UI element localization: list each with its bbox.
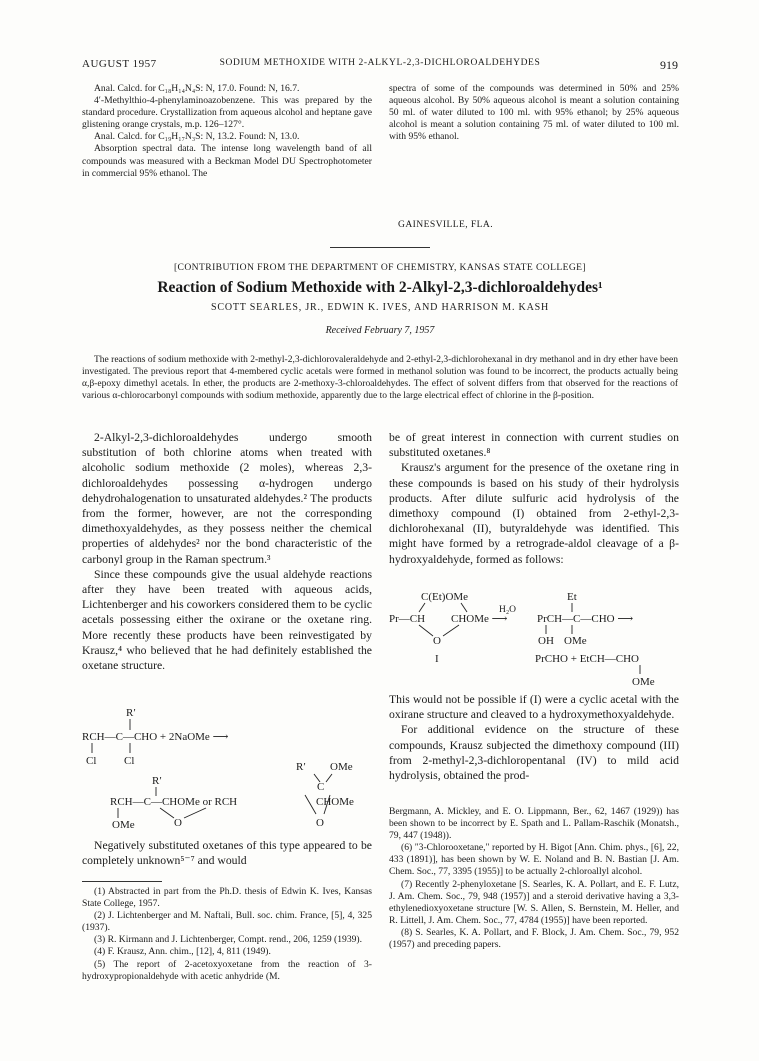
scheme-label: OMe [632,676,655,688]
article-title: Reaction of Sodium Methoxide with 2-Alkyl-2,3-dichloroaldehydes¹ [157,279,603,296]
header-date: AUGUST 1957 [82,58,157,70]
prev-para: Anal. Calcd. for C₁₈H₁₄N₄S: N, 17.0. Found: N, 16.7. [94,83,300,94]
right-column [389,430,679,567]
scheme-label: OMe [330,761,353,773]
received-date: Received February 7, 1957 [325,325,435,336]
scheme-label: RCH—C—CHOMe or RCH [110,796,238,808]
body-paragraph: This would not be possible if (I) were a cyclic acetal with the oxirane structure and cleaved to a hydroxymethoxyaldehyde. [389,693,679,722]
body-paragraph: Negatively substituted oxetanes of this type appeared to be completely unknown⁵⁻⁷ and would [82,839,372,868]
section-divider [330,247,430,248]
bond-line [326,774,332,782]
bond-line [419,625,433,636]
prev-para: spectra of some of the compounds was determined in 50% and 25% aqueous alcohol. By 50% aqueous alcohol is meant a solution containing 50 ml. of water diluted to 100 ml. with 95% ethanol; by 25% aqueous alcohol is meant a solution containing 75 ml. of water diluted to 100 ml. with 95% ethanol. [389,83,679,143]
scheme-label: C(Et)OMe [421,591,469,603]
right-column-cont [389,692,679,783]
footnote: (3) R. Kirmann and J. Lichtenberger, Compt. rend., 206, 1259 (1939). [94,934,363,946]
scheme-label: OMe [564,635,587,647]
author-list: SCOTT SEARLES, JR., EDWIN K. IVES, AND HARRISON M. KASH [210,302,549,313]
scheme-label: Cl [86,755,97,767]
location: GAINESVILLE, FLA. [398,219,493,230]
scheme-label: CHOMe ⟶ [451,613,508,625]
footnote: (6) "3-Chlorooxetane," reported by H. Bigot [Ann. Chim. phys., [6], 22, 433 (1891)], has been shown by W. E. Noland and B. N. Bastian [J. Am. Chem. Soc., 77, 3395 (1955)] to be actually 2-chloroallyl alcohol. [389,842,679,878]
scheme-label: OH [538,635,554,647]
footnote-spacer [389,804,469,805]
prev-article-left [82,83,372,180]
header-title: SODIUM METHOXIDE WITH 2-ALKYL-2,3-DICHLOROALDEHYDES [219,58,541,68]
footnote: (8) S. Searles, K. A. Pollart, and F. Block, J. Am. Chem. Soc., 79, 952 (1957) and preceding papers. [389,926,679,951]
scheme-label: O [433,635,441,647]
body-paragraph: 2-Alkyl-2,3-dichloroaldehydes undergo smooth substitution of both chlorine atoms when treated with alcoholic sodium methoxide (2 moles), whereas 2,3-dichloroaldehydes possessing α-hydrogen undergo dehydrohalogenation to unsaturated aldehydes.² The products from the former, however, are not the corresponding dimethoxyaldehydes, as they possess neither the chemical properties of aldehydes² nor the bond characteristic of the carbonyl group in the Raman spectrum.³ [82,431,372,566]
body-paragraph: Since these compounds give the usual aldehyde reactions after they have been treated with aqueous acids, Lichtenberger and his coworkers considered them to be cyclic acetals possessing either the oxirane or the oxetane ring. More recently these products have been reinvestigated by Krausz,⁴ who believed that he had definitely established the oxetane structure. [82,567,372,673]
body-paragraph: Krausz's argument for the presence of the oxetane ring in these compounds is based on his study of their hydrolysis products. After dilute sulfuric acid hydrolysis of the dimethoxy compound (I) obtained from 2-ethyl-2,3-dichlorohexanal (II), butyraldehyde was identified. This might have formed by a retrograde-aldol cleavage of a β-hydroxyaldehyde, formed as follows: [389,461,679,566]
left-footnotes [82,886,372,983]
bond-line [443,625,459,636]
right-footnotes [389,806,679,951]
scheme-label: Cl [124,755,135,767]
scheme-label: O [316,817,324,829]
left-column-cont [82,838,372,868]
scheme-letter: C [317,781,325,793]
reaction-scheme-2 [389,588,679,688]
scheme-label: H₂O [499,605,517,615]
footnote: Bergmann, A. Mickley, and E. O. Lippmann, Ber., 62, 1467 (1929)) has been shown to be incorrect by E. Spath and L. Pallam-Raschik (Monatsh., 79, 447 (1948)). [389,806,679,842]
abstract: The reactions of sodium methoxide with 2-methyl-2,3-dichlorovaleraldehyde and 2-ethyl-2,3-dichlorohexanal in dry methanol and in dry ether have been investigated. The previous report that 4-membered cyclic acetals were formed in methanol solution was found to be incorrect, the products actually being α,β-epoxy dimethyl acetals. In ether, the products are 2-methoxy-3-chloroaldehydes. The effect of solvent differs from that observed for the reactions of various α-chlorocarbonyl compounds with sodium methoxide, apparently due to the large electrical effect of chlorine in the β-position. [82,355,678,401]
scheme-label: CHOMe [316,796,354,808]
contribution-line: [CONTRIBUTION FROM THE DEPARTMENT OF CHEMISTRY, KANSAS STATE COLLEGE] [173,262,587,273]
bond-line [305,795,316,814]
bond-line [160,808,174,818]
scheme-label: Et [567,591,577,603]
scheme-label: R′ [152,775,162,787]
footnote: (5) The report of 2-acetoxyoxetane from the reaction of 3-hydroxypropionaldehyde with acetic anhydride (M. [82,958,372,982]
scheme-label: PrCHO + EtCH—CHO [535,653,639,665]
footnote-rule [82,881,162,882]
footnote: (1) Abstracted in part from the Ph.D. thesis of Edwin K. Ives, Kansas State College, 1957. [82,886,372,910]
body-paragraph: be of great interest in connection with current studies on substituted oxetanes.⁸ [389,431,679,460]
scheme-label: OMe [112,819,135,831]
bond-line [461,603,467,612]
scheme-label: R′ [126,707,136,719]
prev-para: 4′-Methylthio-4-phenylaminoazobenzene. This was prepared by the standard procedure. Crystallization from aqueous alcohol and heptane gave glistening orange crystals, m.p. 126–127°. [82,95,372,131]
scheme-label: RCH—C—CHO + 2NaOMe ⟶ [82,731,229,743]
bond-line [419,603,425,612]
scheme-label: R′ [296,761,306,773]
bond-line [184,808,206,818]
left-column [82,430,372,673]
footnote: (2) J. Lichtenberger and M. Naftali, Bull. soc. chim. France, [5], 4, 325 (1937). [82,910,372,934]
scheme-label: O [174,817,182,829]
page-number: 919 [660,58,678,72]
prev-para: Anal. Calcd. for C₁₉H₁₇N₃S: N, 13.2. Found: N, 13.0. [94,131,300,143]
footnote: (4) F. Krausz, Ann. chim., [12], 4, 811 (1949). [94,946,271,958]
prev-para: Absorption spectral data. The intense long wavelength band of all compounds was measured with a Beckman Model DU Spectrophotometer in commercial 95% ethanol. The [82,143,372,179]
reaction-scheme-1 [82,704,372,834]
body-paragraph: For additional evidence on the structure of these compounds, Krausz subjected the dimethoxy compound (III) from 2-methyl-2,3-dichloropentanal (IV) to mild acid hydrolysis, obtained the prod- [389,723,679,783]
prev-article-right [389,83,679,143]
scheme-label: Pr—CH [389,613,426,625]
compound-label: I [435,653,439,665]
scheme-label: PrCH—C—CHO ⟶ [537,613,634,625]
footnote: (7) Recently 2-phenyloxetane [S. Searles, K. A. Pollart, and E. F. Lutz, J. Am. Chem. Soc., 79, 948 (1957)] and a steroid derivative having a 3,3-ethylenedioxyoxetane structure [W. S. Allen, S. Bernstein, M. Heller, and R. Littell, J. Am. Chem. Soc., 77, 4784 (1955)] have been reported. [389,878,679,926]
